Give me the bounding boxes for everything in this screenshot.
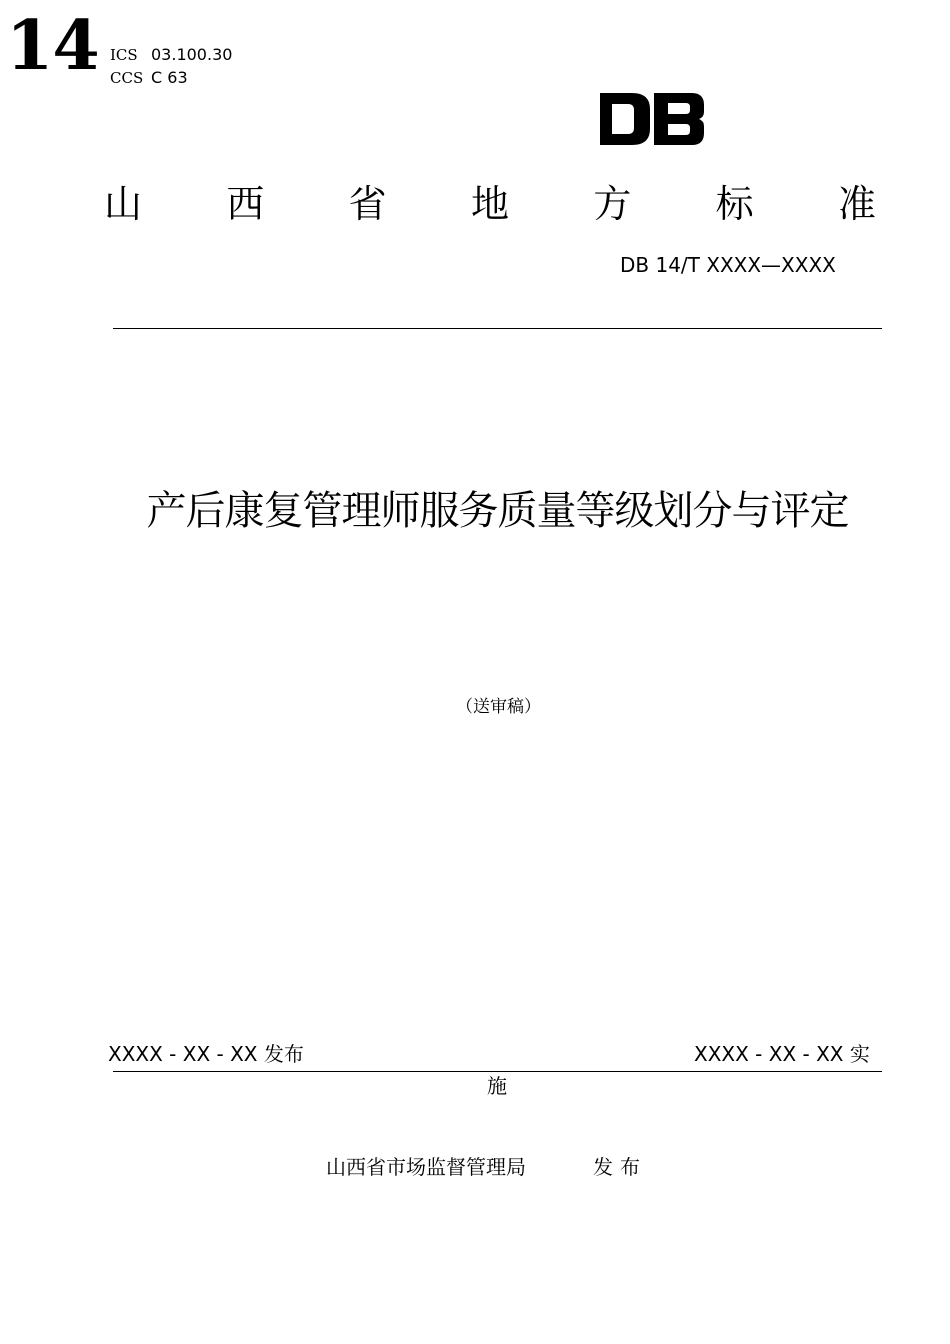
standard-number: DB 14/T XXXX—XXXX <box>620 253 836 277</box>
draft-status: （送审稿） <box>456 697 541 717</box>
region-code: 14 <box>6 6 99 86</box>
implementation-date: XXXX - XX - XX 实 <box>694 1042 870 1066</box>
ics-label: ICS <box>110 46 138 64</box>
standard-type-char: 标 <box>715 182 754 226</box>
publisher: 山西省市场监督管理局 <box>326 1155 526 1179</box>
document-title: 产后康复管理师服务质量等级划分与评定 <box>146 488 849 534</box>
issue-date: XXXX - XX - XX 发布 <box>108 1042 304 1066</box>
publish-word: 发布 <box>593 1155 647 1179</box>
standard-type-char: 省 <box>348 182 387 226</box>
header-divider <box>113 328 882 329</box>
standard-type-char: 山 <box>104 182 143 226</box>
ics-value: 03.100.30 <box>151 45 233 64</box>
db-logo <box>600 93 704 145</box>
standard-type <box>104 180 876 228</box>
footer-divider <box>113 1071 882 1072</box>
standard-type-char: 准 <box>837 182 876 226</box>
standard-type-char: 方 <box>593 182 632 226</box>
standard-type-char: 地 <box>470 182 509 226</box>
ccs-label: CCS <box>110 69 144 87</box>
standard-type-char: 西 <box>226 182 265 226</box>
ccs-value: C 63 <box>151 68 188 87</box>
implementation-date-wrap: 施 <box>487 1074 507 1098</box>
